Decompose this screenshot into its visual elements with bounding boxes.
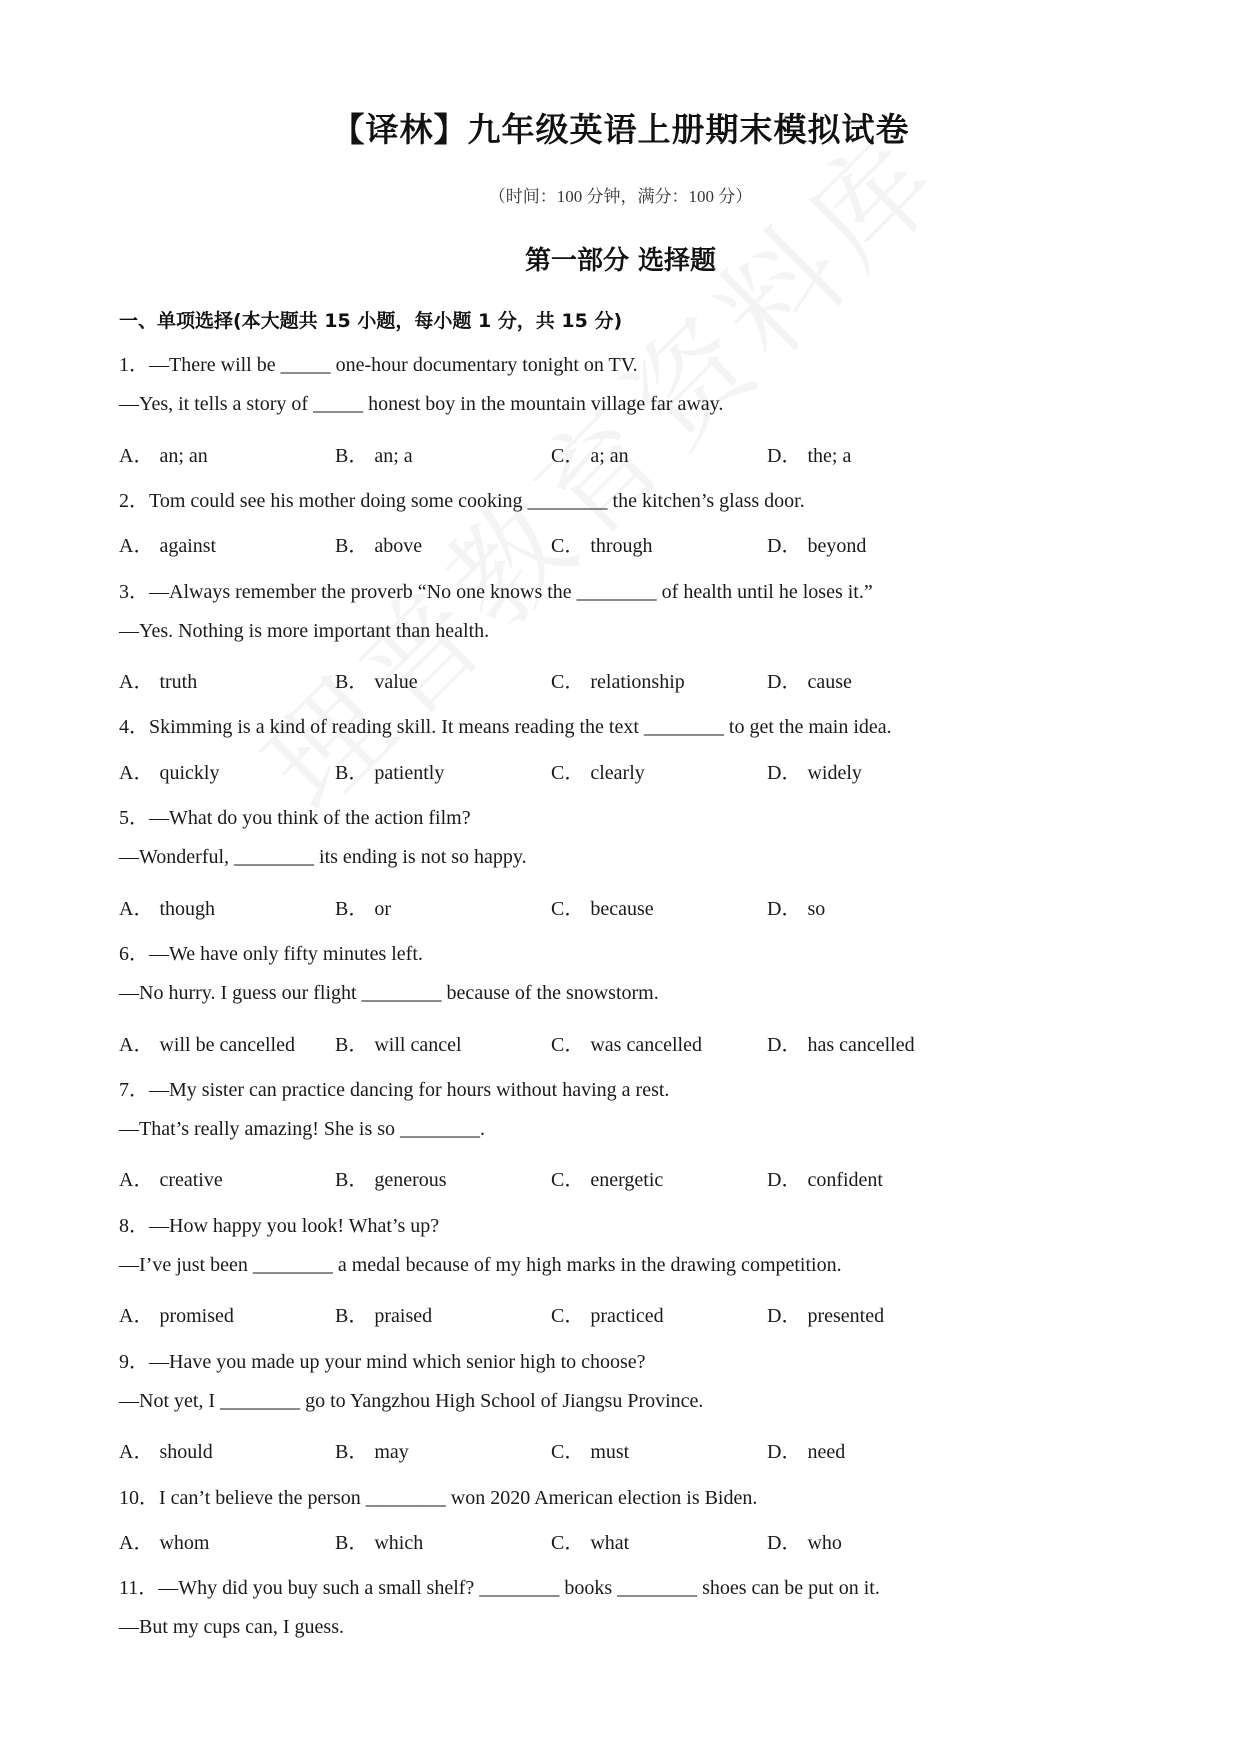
question-stem: 4．Skimming is a kind of reading skill. It means reading the text ________ to get the main idea. <box>119 716 892 738</box>
option-letter: B． <box>335 1034 369 1056</box>
option-letter: C． <box>551 671 585 693</box>
option-letter: C． <box>551 445 585 467</box>
option-letter: B． <box>335 762 369 784</box>
option-letter: D． <box>767 1034 802 1056</box>
question-stem: 9．—Have you made up your mind which senior high to choose? <box>119 1351 646 1373</box>
option-text: so <box>807 898 826 920</box>
option-text: creative <box>159 1169 223 1191</box>
option-text: above <box>374 535 423 557</box>
option-letter: D． <box>767 762 802 784</box>
option-d <box>767 1435 845 1464</box>
option-c <box>551 439 629 468</box>
option-text: through <box>590 535 653 557</box>
question-stem: 6．—We have only fifty minutes left. <box>119 943 423 965</box>
option-c <box>551 756 645 785</box>
option-d <box>767 439 851 468</box>
option-letter: B． <box>335 1305 369 1327</box>
option-text: whom <box>159 1532 210 1554</box>
option-text: promised <box>159 1305 234 1327</box>
option-a <box>119 1163 223 1192</box>
option-b <box>335 1526 423 1555</box>
question-stem: 2．Tom could see his mother doing some cooking ________ the kitchen’s glass door. <box>119 490 805 512</box>
section-heading: 一、单项选择(本大题共 15 小题，每小题 1 分，共 15 分) <box>119 310 623 332</box>
option-text: patiently <box>374 762 445 784</box>
option-c <box>551 665 685 694</box>
option-letter: B． <box>335 535 369 557</box>
option-letter: C． <box>551 1305 585 1327</box>
exam-title: 【译林】九年级英语上册期末模拟试卷 <box>331 110 910 149</box>
option-a <box>119 892 215 921</box>
option-letter: A． <box>119 1305 154 1327</box>
option-d <box>767 1163 883 1192</box>
option-a <box>119 439 208 468</box>
option-text: value <box>374 671 418 693</box>
option-a <box>119 1526 209 1555</box>
option-letter: D． <box>767 1441 802 1463</box>
option-letter: B． <box>335 1169 369 1191</box>
option-letter: D． <box>767 1169 802 1191</box>
option-letter: A． <box>119 1532 154 1554</box>
option-letter: A． <box>119 1034 154 1056</box>
option-text: what <box>590 1532 630 1554</box>
option-b <box>335 665 418 694</box>
option-text: must <box>590 1441 630 1463</box>
question-reply: —Wonderful, ________ its ending is not so happy. <box>119 846 527 868</box>
option-letter: A． <box>119 762 154 784</box>
question-stem: 5．—What do you think of the action film? <box>119 807 471 829</box>
option-text: which <box>374 1532 424 1554</box>
option-b <box>335 1163 447 1192</box>
option-c <box>551 1028 702 1057</box>
option-text: generous <box>374 1169 447 1191</box>
part-heading: 第一部分 选择题 <box>524 246 717 276</box>
option-b <box>335 529 422 558</box>
option-b <box>335 1299 432 1328</box>
option-letter: C． <box>551 1441 585 1463</box>
exam-time-score: （时间：100 分钟，满分：100 分） <box>488 187 753 206</box>
option-a <box>119 1435 213 1464</box>
option-text: clearly <box>590 762 645 784</box>
option-letter: D． <box>767 535 802 557</box>
option-b <box>335 756 444 785</box>
option-letter: D． <box>767 1305 802 1327</box>
option-text: praised <box>374 1305 433 1327</box>
option-text: though <box>159 898 216 920</box>
question-reply: —Yes, it tells a story of _____ honest boy in the mountain village far away. <box>119 393 724 415</box>
option-letter: D． <box>767 445 802 467</box>
option-d <box>767 892 825 921</box>
option-letter: A． <box>119 898 154 920</box>
option-text: because <box>590 898 654 920</box>
option-text: quickly <box>159 762 220 784</box>
option-letter: C． <box>551 762 585 784</box>
option-text: or <box>374 898 392 920</box>
option-c <box>551 529 653 558</box>
option-c <box>551 892 654 921</box>
option-c <box>551 1526 629 1555</box>
option-text: was cancelled <box>590 1034 702 1056</box>
option-b <box>335 892 391 921</box>
option-text: need <box>807 1441 846 1463</box>
option-letter: D． <box>767 671 802 693</box>
question-stem: 1．—There will be _____ one-hour documentary tonight on TV. <box>119 354 638 376</box>
question-stem: 10．I can’t believe the person ________ won 2020 American election is Biden. <box>119 1487 758 1509</box>
option-d <box>767 529 866 558</box>
question-stem: 7．—My sister can practice dancing for hours without having a rest. <box>119 1079 670 1101</box>
option-a <box>119 529 216 558</box>
question-reply: —Not yet, I ________ go to Yangzhou High School of Jiangsu Province. <box>119 1390 704 1412</box>
option-text: against <box>159 535 217 557</box>
option-text: will cancel <box>374 1034 462 1056</box>
option-letter: C． <box>551 535 585 557</box>
option-letter: C． <box>551 1532 585 1554</box>
option-d <box>767 756 862 785</box>
option-c <box>551 1163 663 1192</box>
option-letter: C． <box>551 1034 585 1056</box>
option-d <box>767 1299 884 1328</box>
option-c <box>551 1299 664 1328</box>
option-letter: B． <box>335 898 369 920</box>
option-text: widely <box>807 762 862 784</box>
option-a <box>119 756 219 785</box>
question-reply: —That’s really amazing! She is so ________. <box>119 1118 486 1140</box>
option-d <box>767 665 852 694</box>
option-text: truth <box>159 671 198 693</box>
question-stem: 11．—Why did you buy such a small shelf? ________ books ________ shoes can be put on it. <box>119 1577 880 1599</box>
option-letter: A． <box>119 1169 154 1191</box>
option-letter: B． <box>335 671 369 693</box>
option-letter: A． <box>119 445 154 467</box>
option-letter: B． <box>335 1532 369 1554</box>
option-d <box>767 1028 915 1057</box>
option-text: energetic <box>590 1169 664 1191</box>
option-letter: B． <box>335 1441 369 1463</box>
option-c <box>551 1435 629 1464</box>
question-reply: —No hurry. I guess our flight ________ because of the snowstorm. <box>119 982 659 1004</box>
option-a <box>119 1028 295 1057</box>
option-text: confident <box>807 1169 883 1191</box>
option-text: has cancelled <box>807 1034 915 1056</box>
option-text: an; an <box>159 445 208 467</box>
option-letter: C． <box>551 1169 585 1191</box>
option-a <box>119 665 197 694</box>
option-text: an; a <box>374 445 413 467</box>
option-text: beyond <box>807 535 867 557</box>
option-b <box>335 439 413 468</box>
option-text: should <box>159 1441 213 1463</box>
option-text: the; a <box>807 445 852 467</box>
option-b <box>335 1435 409 1464</box>
option-letter: A． <box>119 671 154 693</box>
question-reply: —I’ve just been ________ a medal because of my high marks in the drawing competition. <box>119 1254 842 1276</box>
option-text: practiced <box>590 1305 664 1327</box>
question-stem: 8．—How happy you look! What’s up? <box>119 1215 440 1237</box>
option-text: who <box>807 1532 842 1554</box>
option-text: a; an <box>590 445 629 467</box>
option-text: cause <box>807 671 852 693</box>
question-stem: 3．—Always remember the proverb “No one knows the ________ of health until he loses it.” <box>119 581 873 603</box>
option-text: relationship <box>590 671 685 693</box>
question-reply: —But my cups can, I guess. <box>119 1616 344 1638</box>
option-text: may <box>374 1441 409 1463</box>
option-text: presented <box>807 1305 885 1327</box>
option-letter: A． <box>119 535 154 557</box>
option-letter: C． <box>551 898 585 920</box>
option-a <box>119 1299 234 1328</box>
option-b <box>335 1028 462 1057</box>
option-letter: D． <box>767 898 802 920</box>
option-letter: D． <box>767 1532 802 1554</box>
option-d <box>767 1526 842 1555</box>
option-letter: B． <box>335 445 369 467</box>
option-text: will be cancelled <box>159 1034 295 1056</box>
question-reply: —Yes. Nothing is more important than health. <box>119 620 490 642</box>
option-letter: A． <box>119 1441 154 1463</box>
